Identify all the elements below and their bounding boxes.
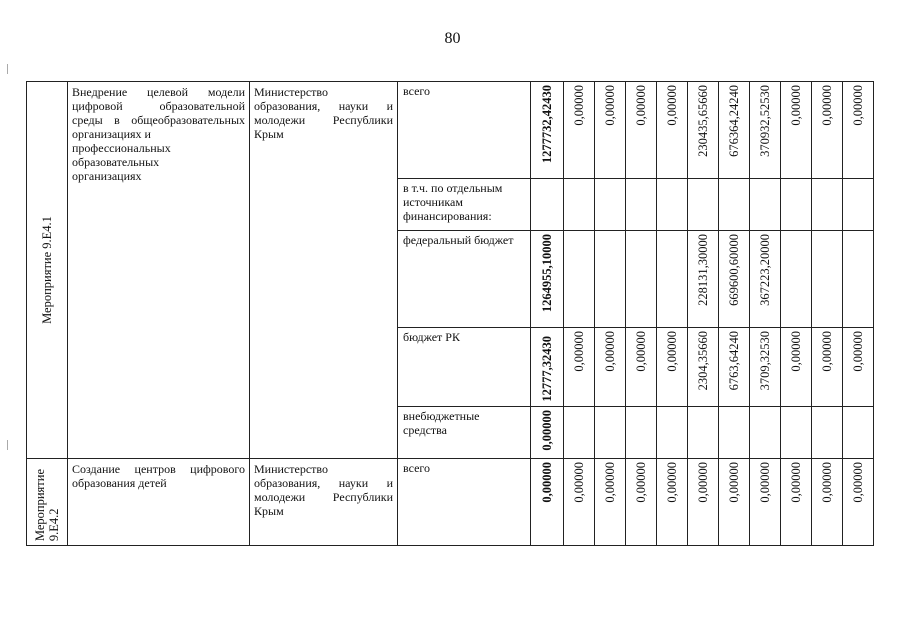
year-value: 230435,65660 [696,85,710,157]
total-cell [531,179,564,231]
year-value-cell [564,459,595,546]
year-value-cell [843,179,874,231]
year-value: 3709,32530 [758,331,772,391]
funding-source-cell [398,231,531,328]
year-value-cell [688,231,719,328]
year-value-cell [812,231,843,328]
scan-margin-mark [7,64,8,74]
year-value-cell [688,82,719,179]
year-value: 0,00000 [665,85,679,126]
year-value: 228131,30000 [696,234,710,306]
year-value-cell [657,459,688,546]
year-value: 0,00000 [634,85,648,126]
executor-line: молодежи Республики [254,490,393,504]
funding-source-label: федеральный бюджет [403,233,514,247]
year-value-cell [843,231,874,328]
year-value: 367223,20000 [758,234,772,306]
year-value-cell [564,179,595,231]
year-value: 676364,24240 [727,85,741,157]
executor-line: Министерство [254,85,328,99]
total-value: 1264955,10000 [540,234,554,313]
year-value-cell [750,179,781,231]
year-value-cell [781,407,812,459]
year-value: 0,00000 [820,331,834,372]
year-value: 0,00000 [665,331,679,372]
year-value-cell [843,459,874,546]
year-value: 0,00000 [789,462,803,503]
year-value-cell [657,328,688,407]
measure-code: Мероприятие 9.Е4.1 [40,216,54,324]
year-value-cell [719,407,750,459]
executor-cell [250,82,398,459]
total-value: 0,00000 [540,462,554,503]
year-value-cell [595,328,626,407]
measure-description-cell [68,82,250,459]
total-value: 1277732,42430 [540,85,554,164]
budget-table [26,81,874,546]
description-line: среды в общеобразовательных [72,113,245,127]
funding-source-cell [398,82,531,179]
year-value: 0,00000 [851,85,865,126]
year-value: 0,00000 [789,331,803,372]
funding-source-cell [398,407,531,459]
year-value-cell [781,328,812,407]
year-value-cell [657,407,688,459]
year-value-cell [657,179,688,231]
year-value: 669600,60000 [727,234,741,306]
year-value-cell [750,407,781,459]
year-value-cell [812,82,843,179]
year-value-cell [843,328,874,407]
funding-source-label: всего [403,461,431,475]
description-line: организациях и [72,127,151,141]
year-value-cell [564,231,595,328]
year-value-cell [719,179,750,231]
year-value-cell [719,82,750,179]
year-value-cell [688,459,719,546]
executor [250,459,397,521]
year-value: 370932,52530 [758,85,772,157]
year-value: 0,00000 [820,462,834,503]
year-value-cell [750,82,781,179]
year-value-cell [626,459,657,546]
year-value-cell [719,459,750,546]
year-value-cell [750,231,781,328]
funding-source-cell [398,328,531,407]
year-value-cell [812,179,843,231]
year-value-cell [564,82,595,179]
year-value-cell [626,407,657,459]
total-cell [531,231,564,328]
year-value-cell [719,231,750,328]
year-value: 0,00000 [634,462,648,503]
measure-code-cell [27,82,68,459]
year-value-cell [719,328,750,407]
measure-code-line: 9.Е4.2 [47,508,61,541]
year-value-cell [812,328,843,407]
year-value: 0,00000 [758,462,772,503]
description-line: образования детей [72,476,167,490]
executor [250,82,397,144]
description-line: профессиональных [72,141,171,155]
funding-source-label: внебюджетные средства [403,409,480,437]
year-value-cell [812,407,843,459]
measure-code-cell [27,459,68,546]
measure-description [68,82,249,186]
total-cell [531,407,564,459]
funding-source-cell [398,459,531,546]
year-value-cell [626,82,657,179]
year-value-cell [781,82,812,179]
year-value: 0,00000 [634,331,648,372]
scan-margin-mark [7,440,8,450]
year-value: 0,00000 [603,331,617,372]
year-value: 6763,64240 [727,331,741,391]
year-value: 0,00000 [789,85,803,126]
year-value-cell [688,179,719,231]
executor-line: образования, науки и [254,99,393,113]
total-cell [531,82,564,179]
year-value-cell [564,407,595,459]
executor-line: Министерство [254,462,328,476]
year-value: 0,00000 [727,462,741,503]
year-value-cell [595,82,626,179]
year-value-cell [750,459,781,546]
description-line: цифровой образовательной [72,99,245,113]
description-line: организациях [72,169,142,183]
year-value-cell [595,459,626,546]
table-row [27,82,874,179]
page-number: 80 [444,30,461,47]
year-value: 0,00000 [851,462,865,503]
year-value: 0,00000 [665,462,679,503]
measure-code-line: Мероприятие [33,468,47,541]
year-value-cell [688,328,719,407]
year-value: 0,00000 [572,85,586,126]
measure-description-cell [68,459,250,546]
executor-line: молодежи Республики [254,113,393,127]
executor-line: Крым [254,127,284,141]
year-value-cell [812,459,843,546]
table-row [27,459,874,546]
description-line: Внедрение целевой модели [72,85,245,99]
measure-code [33,469,61,541]
year-value-cell [781,231,812,328]
year-value: 2304,35660 [696,331,710,391]
year-value-cell [843,407,874,459]
measure-description [68,459,249,493]
year-value: 0,00000 [603,85,617,126]
year-value-cell [626,179,657,231]
funding-source-cell [398,179,531,231]
year-value-cell [657,82,688,179]
total-value: 0,00000 [540,410,554,451]
year-value: 0,00000 [603,462,617,503]
description-line: Создание центров цифрового [72,462,245,476]
executor-cell [250,459,398,546]
year-value-cell [688,407,719,459]
total-cell [531,459,564,546]
year-value-cell [626,328,657,407]
executor-line: образования, науки и [254,476,393,490]
year-value-cell [750,328,781,407]
year-value-cell [843,82,874,179]
executor-line: Крым [254,504,284,518]
year-value: 0,00000 [696,462,710,503]
year-value: 0,00000 [572,462,586,503]
year-value-cell [595,231,626,328]
year-value-cell [595,179,626,231]
total-cell [531,328,564,407]
year-value: 0,00000 [820,85,834,126]
year-value-cell [781,179,812,231]
year-value: 0,00000 [572,331,586,372]
total-value: 12777,32430 [540,336,554,402]
funding-source-label: бюджет РК [403,330,460,344]
description-line: образовательных [72,155,160,169]
year-value-cell [595,407,626,459]
year-value: 0,00000 [851,331,865,372]
year-value-cell [626,231,657,328]
funding-source-label: всего [403,84,431,98]
year-value-cell [564,328,595,407]
year-value-cell [657,231,688,328]
funding-source-label: в т.ч. по отдельным источникам финансирования: [403,181,503,223]
year-value-cell [781,459,812,546]
